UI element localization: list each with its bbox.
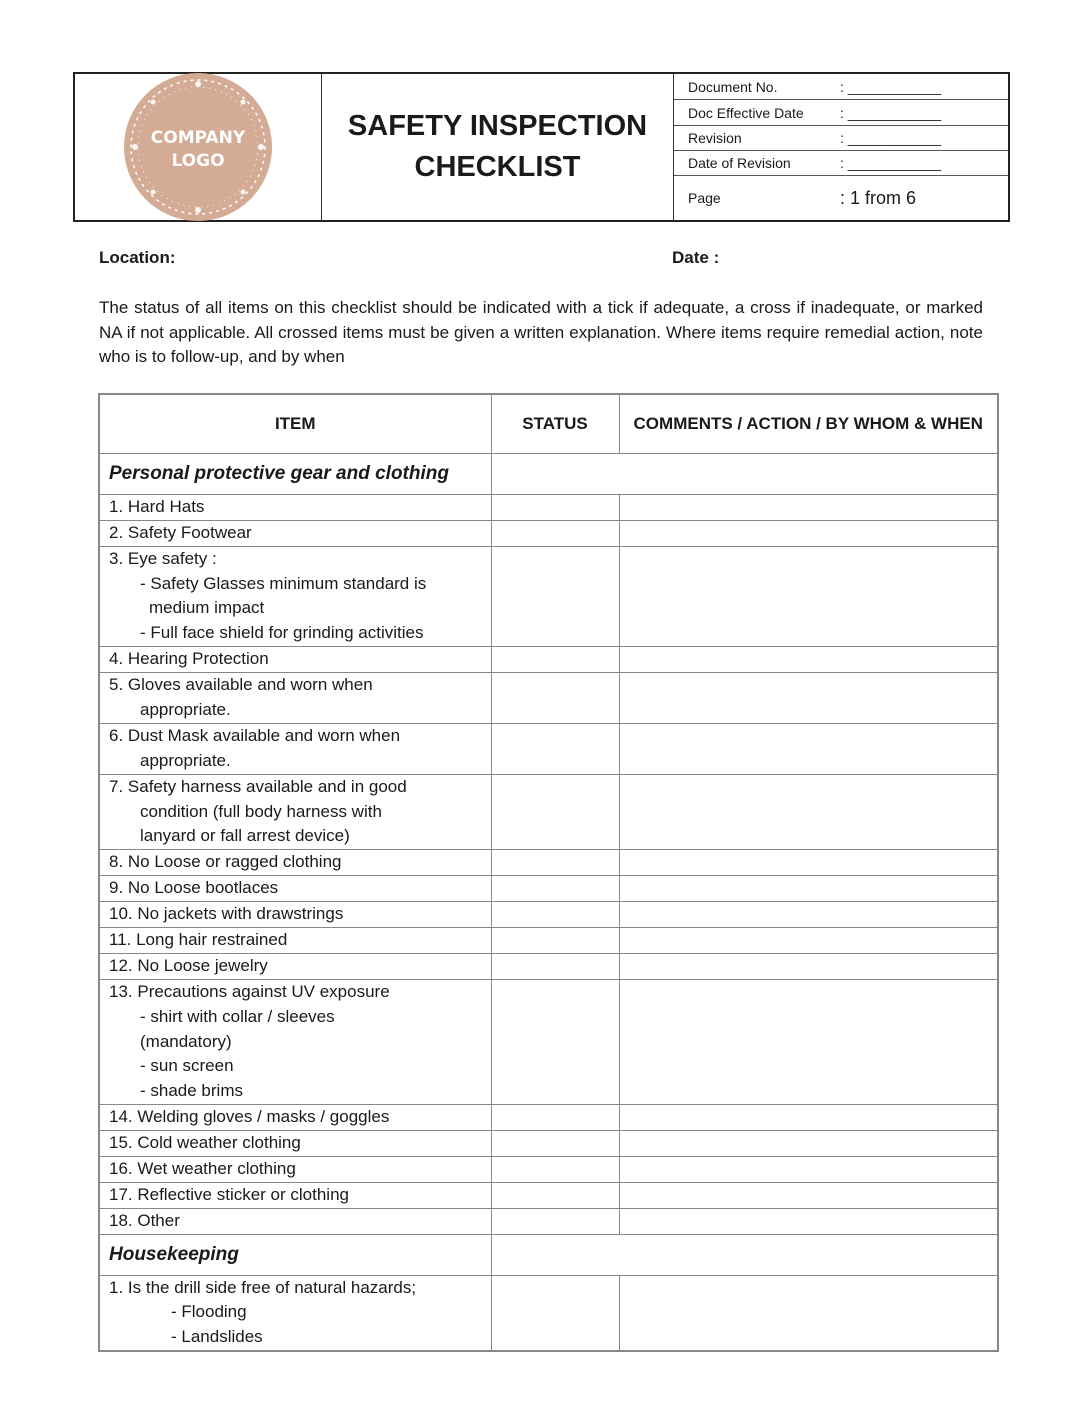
item-text-line: 6. Dust Mask available and worn when [109, 726, 401, 745]
table-row [99, 1208, 998, 1234]
table-row [99, 928, 998, 954]
logo-text-logo: LOGO [171, 151, 225, 171]
item-text-line: (mandatory) [140, 1031, 232, 1051]
item-cell [99, 902, 491, 928]
table-row [99, 495, 998, 521]
document-meta [674, 74, 1008, 220]
comments-cell[interactable] [619, 954, 998, 980]
comments-cell[interactable] [619, 1208, 998, 1234]
comments-cell[interactable] [619, 1156, 998, 1182]
meta-value: : ____________ [840, 78, 942, 95]
item-cell [99, 1156, 491, 1182]
item-text-line: 11. Long hair restrained [109, 930, 288, 950]
table-row [99, 980, 998, 1105]
item-text-line: lanyard or fall arrest device) [140, 826, 350, 846]
meta-value: : ____________ [840, 155, 942, 171]
item-text-line: 18. Other [109, 1210, 180, 1230]
section-blank-cell [491, 1234, 998, 1275]
item-text-line: - Safety Glasses minimum standard is [140, 573, 427, 593]
meta-value: : ____________ [840, 130, 942, 146]
column-header-comments: COMMENTS / ACTION / BY WHOM & WHEN [619, 394, 998, 454]
item-text-line: 15. Cold weather clothing [109, 1132, 301, 1152]
item-text-line: appropriate. [140, 699, 231, 719]
item-text-line: 8. No Loose or ragged clothing [109, 852, 342, 872]
status-cell[interactable] [491, 1156, 619, 1182]
comments-cell[interactable] [619, 547, 998, 647]
comments-cell[interactable] [619, 775, 998, 850]
table-row [99, 1156, 998, 1182]
item-cell [99, 1130, 491, 1156]
table-row [99, 876, 998, 902]
checklist-table [98, 393, 999, 1352]
item-text-line: 1. Is the drill side free of natural hazards; [109, 1277, 417, 1297]
item-text-line: 4. Hearing Protection [109, 649, 269, 668]
comments-cell[interactable] [619, 521, 998, 547]
item-cell [99, 876, 491, 902]
table-row [99, 850, 998, 876]
section-row [99, 454, 998, 495]
comments-cell[interactable] [619, 647, 998, 673]
item-text-line: - Landslides [171, 1327, 263, 1347]
comments-cell[interactable] [619, 1104, 998, 1130]
meta-value: : ____________ [840, 104, 942, 121]
meta-label: Date of Revision [688, 155, 791, 171]
table-body [99, 454, 998, 1351]
item-cell [99, 954, 491, 980]
item-text-line: 3. Eye safety : [109, 549, 217, 568]
comments-cell[interactable] [619, 876, 998, 902]
table-row [99, 521, 998, 547]
comments-cell[interactable] [619, 928, 998, 954]
table-row [99, 673, 998, 724]
item-text-line: 1. Hard Hats [109, 497, 205, 516]
item-text-line: 12. No Loose jewelry [109, 956, 268, 976]
status-cell[interactable] [491, 1208, 619, 1234]
item-cell [99, 673, 491, 724]
table-header-row [99, 394, 998, 454]
comments-cell[interactable] [619, 1182, 998, 1208]
comments-cell[interactable] [619, 673, 998, 724]
status-cell[interactable] [491, 1182, 619, 1208]
table-row [99, 1275, 998, 1351]
item-text-line: 16. Wet weather clothing [109, 1158, 296, 1178]
status-cell[interactable] [491, 647, 619, 673]
item-text-line: 13. Precautions against UV exposure [109, 982, 390, 1002]
item-cell [99, 1104, 491, 1130]
status-cell[interactable] [491, 928, 619, 954]
item-text-line: 7. Safety harness available and in good [109, 777, 407, 796]
item-text-line: 9. No Loose bootlaces [109, 878, 279, 898]
status-cell[interactable] [491, 673, 619, 724]
status-cell[interactable] [491, 902, 619, 928]
meta-page [674, 176, 1008, 220]
status-cell[interactable] [491, 521, 619, 547]
table-row [99, 647, 998, 673]
document-title [322, 74, 674, 220]
column-header-status: STATUS [491, 394, 619, 454]
status-cell[interactable] [491, 1275, 619, 1351]
section-row [99, 1234, 998, 1275]
table-row [99, 1182, 998, 1208]
item-cell [99, 775, 491, 850]
date-label: Date : [672, 248, 720, 267]
item-cell [99, 495, 491, 521]
meta-label: Document No. [688, 78, 778, 95]
status-cell[interactable] [491, 850, 619, 876]
item-text-line: 17. Reflective sticker or clothing [109, 1184, 349, 1204]
item-text-line: 14. Welding gloves / masks / goggles [109, 1106, 390, 1126]
item-cell [99, 647, 491, 673]
item-text-line: appropriate. [140, 750, 231, 770]
comments-cell[interactable] [619, 1130, 998, 1156]
table-row [99, 547, 998, 647]
status-cell[interactable] [491, 724, 619, 775]
company-logo-cell [75, 74, 322, 220]
comments-cell[interactable] [619, 1275, 998, 1351]
meta-document-no [674, 74, 1008, 100]
table-row [99, 1130, 998, 1156]
status-cell[interactable] [491, 775, 619, 850]
item-text-line: - shirt with collar / sleeves [140, 1006, 335, 1026]
meta-value: : 1 from 6 [840, 187, 917, 208]
comments-cell[interactable] [619, 980, 998, 1105]
section-title: Housekeeping [99, 1234, 491, 1275]
item-cell [99, 850, 491, 876]
comments-cell[interactable] [619, 850, 998, 876]
company-logo [118, 72, 278, 222]
table-row [99, 724, 998, 775]
meta-label: Doc Effective Date [688, 104, 804, 121]
meta-date-of-revision [674, 151, 1008, 176]
comments-cell[interactable] [619, 902, 998, 928]
meta-effective-date [674, 100, 1008, 126]
meta-revision [674, 126, 1008, 151]
item-text-line: 2. Safety Footwear [109, 523, 252, 542]
item-text-line: - shade brims [140, 1080, 243, 1100]
item-cell [99, 724, 491, 775]
item-cell [99, 521, 491, 547]
status-cell[interactable] [491, 1104, 619, 1130]
section-title: Personal protective gear and clothing [99, 454, 491, 495]
item-cell [99, 1182, 491, 1208]
logo-text-company: COMPANY [150, 128, 246, 148]
table-row [99, 902, 998, 928]
item-cell [99, 547, 491, 647]
meta-label: Revision [688, 130, 742, 146]
status-cell[interactable] [491, 980, 619, 1105]
status-cell[interactable] [491, 547, 619, 647]
item-cell [99, 1208, 491, 1234]
item-cell [99, 980, 491, 1105]
item-cell [99, 928, 491, 954]
table-row [99, 1104, 998, 1130]
document-header [73, 72, 1010, 222]
item-text-line: - Full face shield for grinding activities [140, 623, 424, 643]
table-row [99, 775, 998, 850]
table-row [99, 954, 998, 980]
comments-cell[interactable] [619, 495, 998, 521]
status-cell[interactable] [491, 495, 619, 521]
item-text-line: - Flooding [171, 1302, 247, 1322]
location-label: Location: [99, 248, 176, 267]
section-blank-cell [491, 454, 998, 495]
comments-cell[interactable] [619, 724, 998, 775]
title-line-2: CHECKLIST [414, 151, 581, 183]
status-cell[interactable] [491, 1130, 619, 1156]
item-text-line: 5. Gloves available and worn when [109, 675, 373, 694]
instructions-paragraph: The status of all items on this checklist should be indicated with a tick if adequate, a cross if inadequate, or marked NA if not applicable. All crossed items must be given a written explanation. Where items require remedial action, note who is to follow-up, and by when [99, 298, 983, 366]
column-header-item: ITEM [99, 394, 491, 454]
item-text-line: 10. No jackets with drawstrings [109, 904, 344, 924]
item-text-line: condition (full body harness with [140, 801, 382, 821]
status-cell[interactable] [491, 876, 619, 902]
status-cell[interactable] [491, 954, 619, 980]
title-line-1: SAFETY INSPECTION [347, 110, 648, 142]
item-cell [99, 1275, 491, 1351]
item-text-line: - sun screen [140, 1056, 234, 1076]
meta-label: Page [688, 190, 721, 206]
item-text-line: medium impact [149, 598, 265, 618]
